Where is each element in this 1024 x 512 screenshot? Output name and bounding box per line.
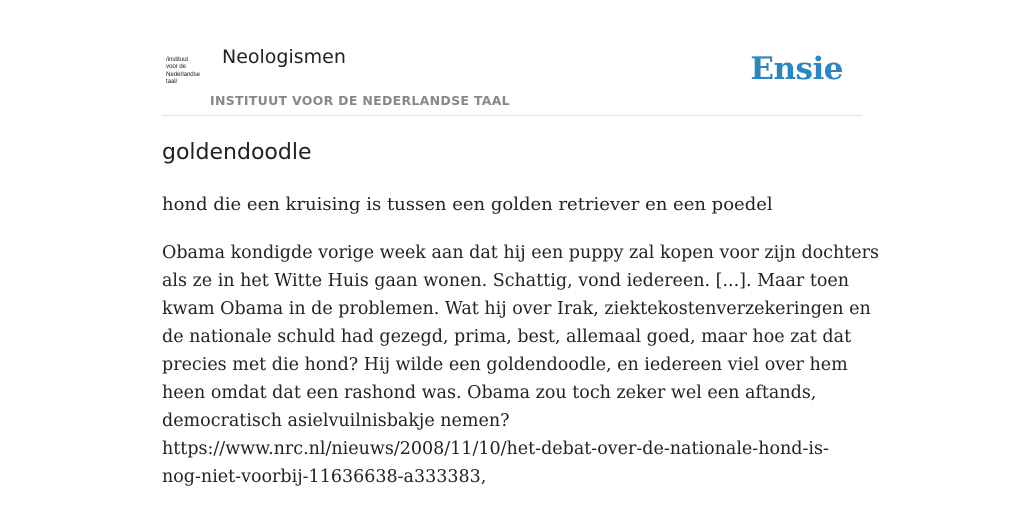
header — [162, 40, 862, 116]
example-line: als ze in het Witte Huis gaan wonen. Schattig, vond iedereen. [...]. Maar toen — [162, 271, 850, 291]
example-line: kwam Obama in de problemen. Wat hij over Irak, ziektekostenverzekeringen en — [162, 299, 871, 319]
ivdnt-logo[interactable] — [166, 56, 208, 86]
example-line: heen omdat dat een rashond was. Obama zou toch zeker wel een aftands, — [162, 383, 817, 403]
source-subtitle: INSTITUUT VOOR DE NEDERLANDSE TAAL — [210, 93, 510, 108]
entry-definition: hond die een kruising is tussen een golden retriever en een poedel — [162, 194, 773, 215]
entry-headword: goldendoodle — [162, 140, 312, 165]
logo-line: /instituut — [166, 56, 189, 63]
logo-line: Nederlandse — [166, 70, 200, 78]
example-line: democratisch asielvuilnisbakje nemen? — [162, 411, 510, 431]
entry-example — [162, 239, 879, 491]
logo-line: taal/ — [166, 78, 178, 86]
example-line: de nationale schuld had gezegd, prima, best, allemaal goed, maar hoe zat dat — [162, 327, 852, 347]
logo-line: voor de — [166, 63, 186, 71]
source-url-line[interactable]: nog-niet-voorbij-11636638-a333383, — [162, 467, 487, 487]
example-line: precies met die hond? Hij wilde een goldendoodle, en iedereen viel over hem — [162, 355, 848, 375]
brand-logo[interactable]: Ensie — [750, 51, 843, 87]
source-title[interactable]: Neologismen — [222, 46, 346, 68]
source-url-line[interactable]: https://www.nrc.nl/nieuws/2008/11/10/het-debat-over-de-nationale-hond-is- — [162, 439, 829, 459]
example-line: Obama kondigde vorige week aan dat hij een puppy zal kopen voor zijn dochters — [162, 243, 879, 263]
